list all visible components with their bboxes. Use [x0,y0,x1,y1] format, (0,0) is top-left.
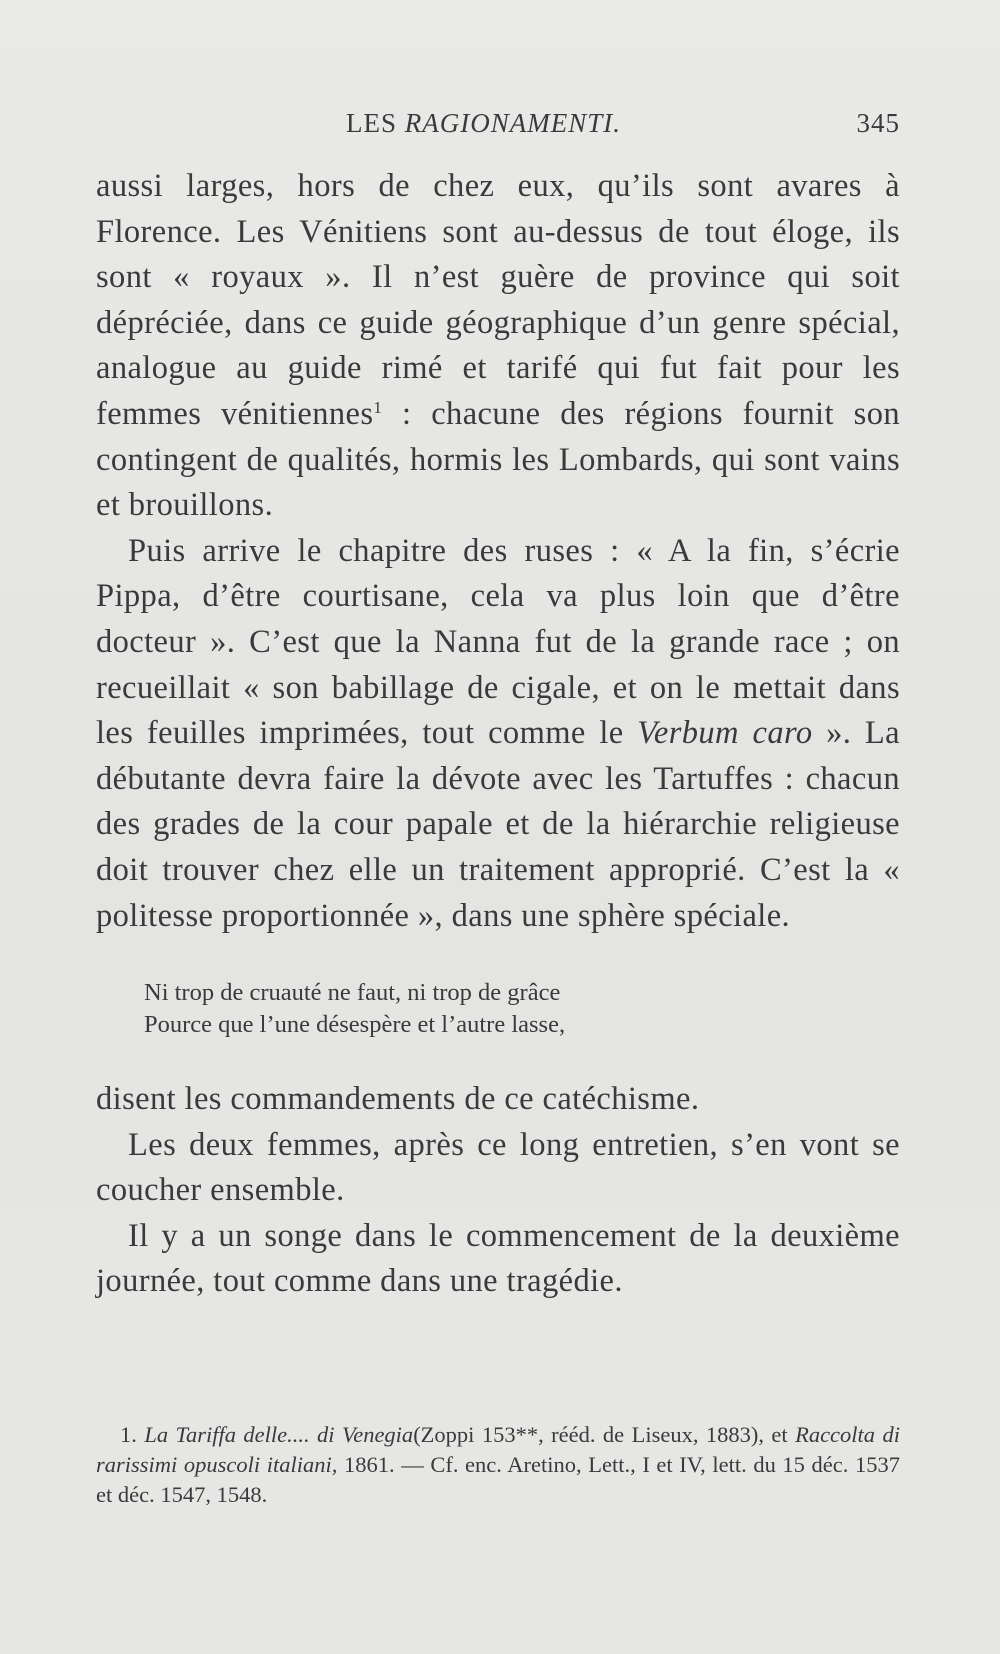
footnote-text-2: 1861. — Cf. enc. Aretino, Lett., I et IV, lett. du 15 déc. 1537 et déc. 1547, 1548. [96,1452,900,1507]
footnote-text-1: (Zoppi 153**, rééd. de Liseux, 1883), et [413,1422,796,1447]
verse-line-1: Ni trop de cruauté ne faut, ni trop de grâce [144,979,561,1007]
footnote-number: 1. [120,1422,137,1447]
footnote-italic-2: Raccolta di rarissimi opuscoli italiani, [96,1422,900,1477]
running-title-prefix: LES [346,108,398,138]
main-text [96,164,900,1305]
paragraph-2-text-b: ». La débutante devra faire la dévote avec les Tartuffes : chacun des grades de la cour papale et de la hiérarchie religieuse doit trouver chez elle un traitement approprié. C’est la « politesse proportionnée », dans une sphère spéciale. [96,715,900,934]
paragraph-4: Les deux femmes, après ce long entretien, s’en vont se coucher ensemble. [96,1126,900,1209]
footnote-italic-1: La Tariffa delle.... di Venegia [144,1422,414,1447]
footnote-reference: 1 [373,397,383,417]
paragraph-3: disent les commandements de ce catéchisme. [96,1081,700,1118]
paragraph-2-text-a: Puis arrive le chapitre des ruses : « A la fin, s’écrie Pippa, d’être courtisane, cela va plus loin que d’être docteur ». C’est que la Nanna fut de la grande race ; on recueillait « son babillage de cigale, et on le mettait dans les feuilles imprimées, tout comme le [96,532,900,752]
verse-line-2: Pource que l’une désespère et l’autre lasse, [144,1011,566,1039]
page-header [96,108,900,148]
paragraph-2 [96,529,900,939]
footnote [96,1420,900,1510]
paragraph-1 [96,164,900,529]
paragraph-1-text-a: aussi larges, hors de chez eux, qu’ils sont avares à Florence. Les Vénitiens sont au-dessus de tout éloge, ils sont « royaux ». Il n’est guère de province qui soit dépréciée, dans ce guide géographique d’un genre spécial, analogue au guide rimé et tarifé qui fut fait pour les femmes vénitiennes [96,168,900,432]
paragraph-2-italic: Verbum caro [637,715,813,752]
paragraph-5: Il y a un songe dans le commencement de la deuxième journée, tout comme dans une tragédie. [96,1217,900,1300]
paragraph-1-text-b: : chacune des régions fournit son contingent de qualités, hormis les Lombards, qui sont vains et brouillons. [96,395,900,524]
page-number: 345 [856,108,900,138]
running-title-italic: RAGIONAMENTI. [404,108,621,138]
verse-quote [144,977,900,1041]
running-title [346,108,621,139]
